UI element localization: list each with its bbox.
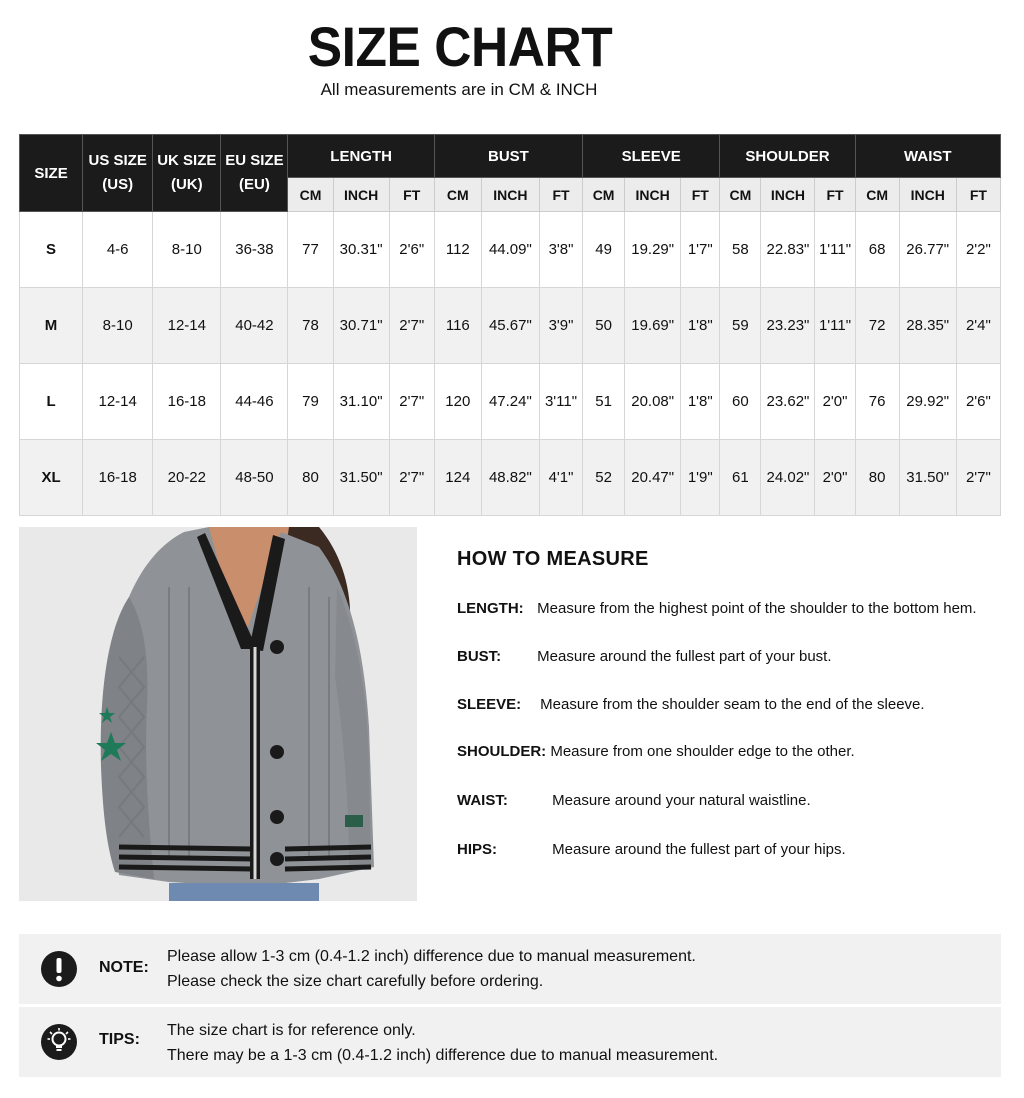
cell-measure: 30.31" bbox=[333, 212, 389, 288]
cell-measure: 48.82" bbox=[481, 440, 539, 516]
cell-measure: 31.50" bbox=[899, 440, 956, 516]
cell-measure: 19.69" bbox=[625, 288, 681, 364]
table-row bbox=[20, 440, 1001, 516]
cell-measure: 51 bbox=[583, 364, 625, 440]
col-uk-size-label: UK SIZE (UK) bbox=[157, 152, 217, 193]
cell-measure: 58 bbox=[720, 212, 761, 288]
cell-measure: 120 bbox=[434, 364, 481, 440]
cell-measure: 3'8" bbox=[539, 212, 582, 288]
table-row bbox=[20, 212, 1001, 288]
cell-measure: 31.50" bbox=[333, 440, 389, 516]
measure-sleeve bbox=[457, 696, 925, 713]
cell-us: 16-18 bbox=[83, 440, 153, 516]
cell-measure: 19.29" bbox=[625, 212, 681, 288]
tips-line-2: There may be a 1-3 cm (0.4-1.2 inch) difference due to manual measurement. bbox=[167, 1047, 719, 1064]
col-size: SIZE bbox=[20, 135, 83, 212]
unit-ft: FT bbox=[389, 178, 434, 212]
group-shoulder: SHOULDER bbox=[720, 135, 855, 178]
cell-measure: 28.35" bbox=[899, 288, 956, 364]
exclamation-icon bbox=[41, 951, 77, 987]
measure-text: Measure around the fullest part of your bust. bbox=[537, 648, 832, 665]
cell-measure: 49 bbox=[583, 212, 625, 288]
cell-measure: 47.24" bbox=[481, 364, 539, 440]
unit-ft: FT bbox=[815, 178, 855, 212]
cell-measure: 1'11" bbox=[815, 212, 855, 288]
group-waist: WAIST bbox=[855, 135, 1000, 178]
cell-measure: 2'0" bbox=[815, 364, 855, 440]
group-sleeve: SLEEVE bbox=[583, 135, 720, 178]
cell-measure: 23.62" bbox=[761, 364, 815, 440]
cell-measure: 77 bbox=[288, 212, 333, 288]
measure-label: SLEEVE: bbox=[457, 696, 522, 713]
unit-ft: FT bbox=[681, 178, 720, 212]
measure-hips bbox=[457, 841, 846, 858]
cell-measure: 124 bbox=[434, 440, 481, 516]
lightbulb-icon bbox=[41, 1024, 77, 1060]
measure-bust bbox=[457, 648, 832, 665]
cell-measure: 79 bbox=[288, 364, 333, 440]
measure-text: Measure around the fullest part of your hips. bbox=[552, 841, 846, 858]
cell-measure: 1'8" bbox=[681, 288, 720, 364]
unit-inch: INCH bbox=[481, 178, 539, 212]
page-subtitle: All measurements are in CM & INCH bbox=[320, 80, 598, 99]
unit-inch: INCH bbox=[899, 178, 956, 212]
cell-measure: 3'11" bbox=[539, 364, 582, 440]
measure-label: LENGTH: bbox=[457, 600, 524, 617]
cell-measure: 50 bbox=[583, 288, 625, 364]
cell-measure: 2'6" bbox=[956, 364, 1000, 440]
cell-size: XL bbox=[20, 440, 83, 516]
group-bust: BUST bbox=[434, 135, 582, 178]
cell-measure: 80 bbox=[288, 440, 333, 516]
unit-cm: CM bbox=[288, 178, 333, 212]
cell-us: 4-6 bbox=[83, 212, 153, 288]
cell-measure: 24.02" bbox=[761, 440, 815, 516]
cell-measure: 20.08" bbox=[625, 364, 681, 440]
cell-measure: 76 bbox=[855, 364, 899, 440]
cell-measure: 2'4" bbox=[956, 288, 1000, 364]
col-us-size-label: US SIZE (US) bbox=[88, 152, 147, 193]
note-box bbox=[19, 934, 1001, 1004]
cell-measure: 1'11" bbox=[815, 288, 855, 364]
cell-measure: 29.92" bbox=[899, 364, 956, 440]
col-us-size bbox=[83, 135, 153, 212]
cell-measure: 116 bbox=[434, 288, 481, 364]
cell-measure: 78 bbox=[288, 288, 333, 364]
size-chart-table bbox=[19, 134, 1001, 516]
cell-measure: 2'0" bbox=[815, 440, 855, 516]
cell-measure: 1'8" bbox=[681, 364, 720, 440]
cell-uk: 12-14 bbox=[153, 288, 221, 364]
measure-label: WAIST: bbox=[457, 792, 508, 809]
unit-cm: CM bbox=[434, 178, 481, 212]
cell-measure: 26.77" bbox=[899, 212, 956, 288]
cell-measure: 2'7" bbox=[956, 440, 1000, 516]
cell-us: 12-14 bbox=[83, 364, 153, 440]
unit-ft: FT bbox=[539, 178, 582, 212]
cell-eu: 36-38 bbox=[221, 212, 288, 288]
cell-eu: 44-46 bbox=[221, 364, 288, 440]
cell-measure: 23.23" bbox=[761, 288, 815, 364]
measure-label: SHOULDER: bbox=[457, 743, 547, 760]
cell-size: L bbox=[20, 364, 83, 440]
cell-measure: 1'7" bbox=[681, 212, 720, 288]
measure-waist bbox=[457, 792, 811, 809]
measure-text: Measure from the highest point of the shoulder to the bottom hem. bbox=[537, 600, 977, 617]
cell-measure: 59 bbox=[720, 288, 761, 364]
note-line-1: Please allow 1-3 cm (0.4-1.2 inch) difference due to manual measurement. bbox=[167, 948, 696, 965]
cell-us: 8-10 bbox=[83, 288, 153, 364]
cell-uk: 20-22 bbox=[153, 440, 221, 516]
col-uk-size bbox=[153, 135, 221, 212]
unit-cm: CM bbox=[855, 178, 899, 212]
cell-measure: 72 bbox=[855, 288, 899, 364]
cell-measure: 20.47" bbox=[625, 440, 681, 516]
cell-uk: 8-10 bbox=[153, 212, 221, 288]
cell-measure: 80 bbox=[855, 440, 899, 516]
cell-measure: 44.09" bbox=[481, 212, 539, 288]
how-to-measure-section bbox=[457, 548, 1017, 858]
how-to-measure-title: HOW TO MEASURE bbox=[457, 548, 649, 570]
cell-measure: 2'7" bbox=[389, 440, 434, 516]
measure-length bbox=[457, 600, 977, 617]
tips-box bbox=[19, 1007, 1001, 1077]
note-label: NOTE: bbox=[99, 959, 149, 976]
unit-cm: CM bbox=[583, 178, 625, 212]
unit-inch: INCH bbox=[625, 178, 681, 212]
measure-shoulder bbox=[457, 743, 855, 760]
cell-measure: 2'7" bbox=[389, 364, 434, 440]
unit-inch: INCH bbox=[333, 178, 389, 212]
cell-measure: 2'2" bbox=[956, 212, 1000, 288]
cell-uk: 16-18 bbox=[153, 364, 221, 440]
cell-measure: 1'9" bbox=[681, 440, 720, 516]
cell-measure: 112 bbox=[434, 212, 481, 288]
cell-measure: 3'9" bbox=[539, 288, 582, 364]
cell-measure: 31.10" bbox=[333, 364, 389, 440]
cell-measure: 45.67" bbox=[481, 288, 539, 364]
page-title: SIZE CHART bbox=[307, 15, 613, 78]
measure-text: Measure from one shoulder edge to the other. bbox=[550, 743, 855, 760]
measure-label: HIPS: bbox=[457, 841, 498, 858]
cell-eu: 40-42 bbox=[221, 288, 288, 364]
cell-measure: 30.71" bbox=[333, 288, 389, 364]
table-row bbox=[20, 364, 1001, 440]
cell-measure: 61 bbox=[720, 440, 761, 516]
measure-label: BUST: bbox=[457, 648, 502, 665]
unit-cm: CM bbox=[720, 178, 761, 212]
tips-line-1: The size chart is for reference only. bbox=[167, 1022, 416, 1039]
cell-eu: 48-50 bbox=[221, 440, 288, 516]
cell-measure: 2'6" bbox=[389, 212, 434, 288]
cell-size: S bbox=[20, 212, 83, 288]
unit-ft: FT bbox=[956, 178, 1000, 212]
group-length: LENGTH bbox=[288, 135, 434, 178]
size-chart-body bbox=[20, 212, 1001, 516]
measure-text: Measure around your natural waistline. bbox=[552, 792, 811, 809]
cell-measure: 2'7" bbox=[389, 288, 434, 364]
unit-inch: INCH bbox=[761, 178, 815, 212]
tips-label: TIPS: bbox=[99, 1031, 140, 1048]
table-row bbox=[20, 288, 1001, 364]
col-eu-size-label: EU SIZE (EU) bbox=[225, 152, 284, 193]
cell-measure: 60 bbox=[720, 364, 761, 440]
cell-measure: 68 bbox=[855, 212, 899, 288]
measure-text: Measure from the shoulder seam to the end of the sleeve. bbox=[540, 696, 925, 713]
cardigan-illustration bbox=[19, 527, 417, 901]
cell-measure: 52 bbox=[583, 440, 625, 516]
cell-size: M bbox=[20, 288, 83, 364]
product-photo bbox=[19, 527, 417, 901]
cell-measure: 4'1" bbox=[539, 440, 582, 516]
cell-measure: 22.83" bbox=[761, 212, 815, 288]
col-eu-size bbox=[221, 135, 288, 212]
note-line-2: Please check the size chart carefully before ordering. bbox=[167, 973, 544, 990]
